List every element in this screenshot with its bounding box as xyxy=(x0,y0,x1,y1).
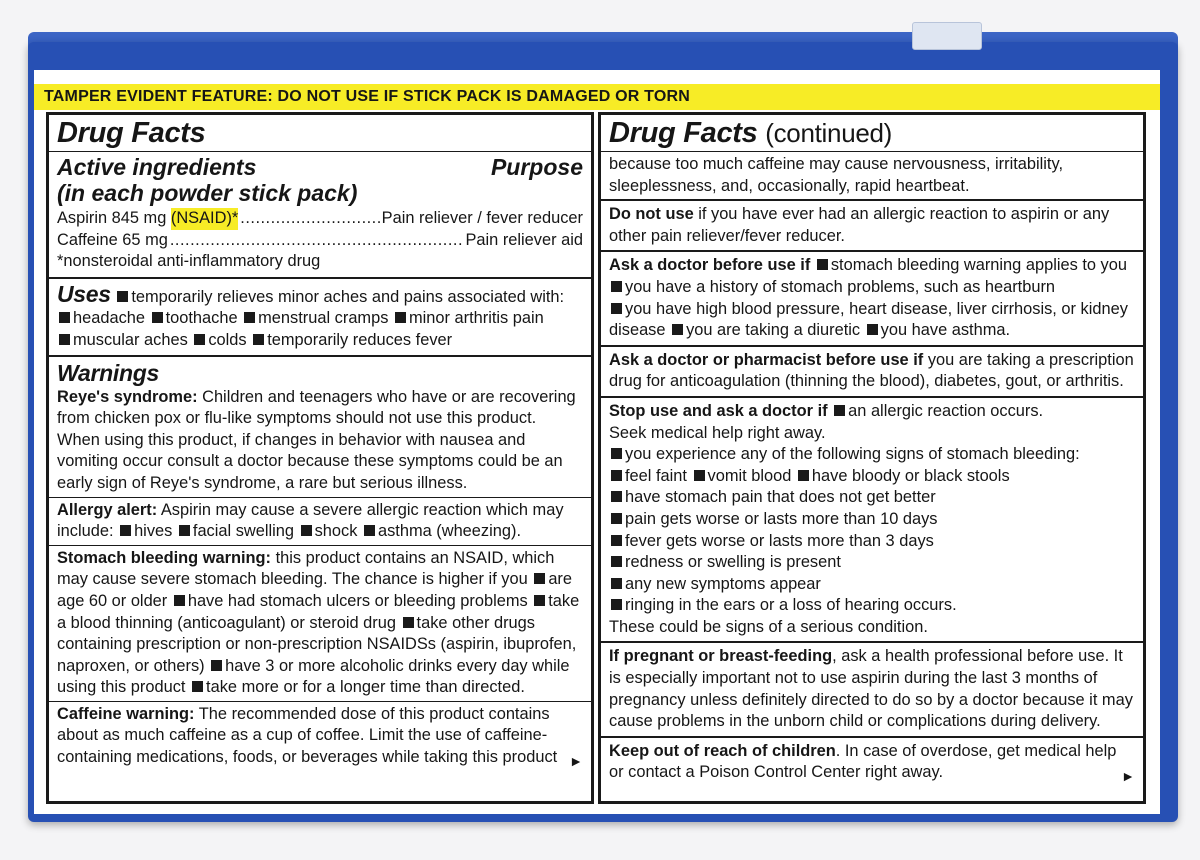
bullet-icon xyxy=(672,324,683,335)
do-not-use-section xyxy=(601,201,1143,252)
box-label-tab xyxy=(912,22,982,50)
bullet-icon xyxy=(364,525,375,536)
drug-facts-left-column xyxy=(46,112,594,804)
dot-leader xyxy=(240,208,379,230)
keep-out-label: Keep out of reach of children xyxy=(609,741,836,760)
bullet-icon xyxy=(798,470,809,481)
ingredient-purpose: Pain reliever / fever reducer xyxy=(381,209,583,227)
ask-pharmacist-section xyxy=(601,347,1143,398)
ingredient-row xyxy=(57,208,583,230)
stop-use-item: have stomach pain that does not get better xyxy=(625,488,936,507)
bullet-icon xyxy=(611,281,622,292)
use-item: headache xyxy=(73,309,146,328)
dot-leader xyxy=(170,230,464,252)
active-ingredients-subheading: (in each powder stick pack) xyxy=(57,180,358,206)
ask-pharmacist-label: Ask a doctor or pharmacist before use if xyxy=(609,350,924,369)
bullet-icon xyxy=(301,525,312,536)
stomach-item: take other drugs containing prescription or non-prescription NSAIDSs (aspirin, ibuprofen, naproxen, or others) xyxy=(57,613,577,675)
use-item: minor arthritis pain xyxy=(408,309,544,328)
ask-doctor-item: you have a history of stomach problems, such as heartburn xyxy=(625,277,1056,296)
uses-section xyxy=(49,279,591,357)
stomach-item: are age 60 or older xyxy=(57,570,573,610)
ingredient-name: Aspirin 845 mg xyxy=(57,209,167,227)
ingredient-row xyxy=(57,230,583,252)
bullet-icon xyxy=(611,491,622,502)
bleeding-sign: have bloody or black stools xyxy=(811,466,1010,485)
bullet-icon xyxy=(534,573,545,584)
bullet-icon xyxy=(611,599,622,610)
active-ingredients-section xyxy=(49,115,591,279)
ask-doctor-item: you have asthma. xyxy=(880,321,1011,340)
bullet-icon xyxy=(817,259,828,270)
use-item: temporarily reduces fever xyxy=(267,330,453,349)
stop-closing-text: These could be signs of a serious condition. xyxy=(609,617,928,636)
stomach-item: take a blood thinning (anticoagulant) or steroid drug xyxy=(57,591,580,632)
bleeding-sign: feel faint xyxy=(625,466,687,485)
bullet-icon xyxy=(179,525,190,536)
purpose-heading: Purpose xyxy=(490,154,583,180)
allergy-label: Allergy alert: xyxy=(57,500,158,519)
use-item: toothache xyxy=(165,309,238,328)
reyes-text: Children and teenagers who have or are recovering from chicken pox or flu-like symptoms should not use this product. When using this product, if changes in behavior with nausea and vomiting occur consult a doctor because these symptoms could be an early sign of Reye's syndrome, a rare but serious illness. xyxy=(57,387,576,492)
warnings-section xyxy=(49,357,591,771)
ask-doctor-label: Ask a doctor before use if xyxy=(609,256,811,275)
allergy-text: Aspirin may cause a severe allergic reaction which may include: xyxy=(57,500,564,541)
stop-use-label: Stop use and ask a doctor if xyxy=(609,401,828,420)
uses-intro: temporarily relieves minor aches and pains associated with: xyxy=(131,287,565,306)
reyes-label: Reye's syndrome: xyxy=(57,387,198,406)
bullet-icon xyxy=(611,556,622,567)
use-item: colds xyxy=(208,330,247,349)
keep-out-of-reach-section xyxy=(601,738,1143,787)
stomach-bleeding-warning xyxy=(57,546,583,701)
stop-use-section xyxy=(601,398,1143,644)
stop-use-item: redness or swelling is present xyxy=(625,553,841,572)
bullet-icon xyxy=(611,535,622,546)
continued-suffix: (continued) xyxy=(765,118,893,148)
do-not-use-label: Do not use xyxy=(609,205,694,224)
bleeding-sign: vomit blood xyxy=(707,466,792,485)
stop-use-item: fever gets worse or lasts more than 3 days xyxy=(625,531,934,550)
keep-out-text: . In case of overdose, get medical help or contact a Poison Control Center right away. xyxy=(609,741,1117,782)
allergy-item: shock xyxy=(314,522,358,541)
bullet-icon xyxy=(152,312,163,323)
continue-arrow-icon: ► xyxy=(569,753,583,770)
stop-bleeding-intro: you experience any of the following signs of stomach bleeding: xyxy=(625,445,1080,464)
bullet-icon xyxy=(611,448,622,459)
bullet-icon xyxy=(611,513,622,524)
caffeine-label: Caffeine warning: xyxy=(57,704,195,723)
stomach-item: have 3 or more alcoholic drinks every day while using this product xyxy=(57,656,570,697)
reyes-warning xyxy=(57,387,583,497)
use-item: menstrual cramps xyxy=(258,309,389,328)
bullet-icon xyxy=(253,334,264,345)
stop-use-item: pain gets worse or lasts more than 10 days xyxy=(625,509,938,528)
stop-use-item: any new symptoms appear xyxy=(625,574,821,593)
drug-facts-title: Drug Facts xyxy=(57,117,206,149)
bullet-icon xyxy=(395,312,406,323)
stomach-label: Stomach bleeding warning: xyxy=(57,548,272,567)
divider xyxy=(49,151,591,152)
bullet-icon xyxy=(403,617,414,628)
drug-facts-continued-title xyxy=(609,115,1135,151)
bullet-icon xyxy=(867,324,878,335)
bullet-icon xyxy=(192,681,203,692)
pregnancy-text: , ask a health professional before use. It is especially important not to use aspirin during the last 3 months of pregnancy unless definitely directed to do so by a doctor because it may cause problems in the unborn child or complications during delivery. xyxy=(609,647,1133,731)
ask-pharmacist-text: you are taking a prescription drug for anticoagulation (thinning the blood), diabetes, gout, or arthritis. xyxy=(609,350,1134,391)
active-ingredients-heading: Active ingredients xyxy=(57,154,257,180)
bullet-icon xyxy=(59,312,70,323)
ask-doctor-item: you are taking a diuretic xyxy=(686,321,861,340)
bullet-icon xyxy=(174,595,185,606)
bullet-icon xyxy=(244,312,255,323)
ask-doctor-item: you have high blood pressure, heart disease, liver cirrhosis, or kidney disease xyxy=(609,299,1128,340)
pregnancy-section xyxy=(601,643,1143,737)
allergy-item: hives xyxy=(134,522,173,541)
ingredient-highlight: (NSAID)* xyxy=(171,208,238,230)
bullet-icon xyxy=(611,470,622,481)
bullet-icon xyxy=(59,334,70,345)
caffeine-continued-text: because too much caffeine may cause nervousness, irritability, sleeplessness, and, occasionally, rapid heartbeat. xyxy=(609,155,1064,195)
allergy-alert xyxy=(57,498,583,545)
stomach-item: have had stomach ulcers or bleeding problems xyxy=(187,591,528,610)
drug-facts-title: Drug Facts xyxy=(609,117,758,149)
bullet-icon xyxy=(834,405,845,416)
bullet-icon xyxy=(194,334,205,345)
stomach-text: this product contains an NSAID, which may cause severe stomach bleeding. The chance is higher if you xyxy=(57,548,555,589)
bullet-icon xyxy=(117,291,128,302)
bullet-icon xyxy=(694,470,705,481)
stomach-item: take more or for a longer time than directed. xyxy=(206,678,525,697)
tamper-banner: TAMPER EVIDENT FEATURE: DO NOT USE IF STICK PACK IS DAMAGED OR TORN xyxy=(34,84,1160,110)
stop-use-item: ringing in the ears or a loss of hearing occurs. xyxy=(625,596,957,615)
stop-use-item: an allergic reaction occurs. xyxy=(848,401,1044,420)
ingredient-footnote: *nonsteroidal anti-inflammatory drug xyxy=(57,252,321,271)
ask-doctor-item: stomach bleeding warning applies to you xyxy=(830,256,1127,275)
continued-section xyxy=(601,115,1143,201)
drug-facts-right-column xyxy=(598,112,1146,804)
warnings-heading: Warnings xyxy=(57,359,159,386)
caffeine-warning xyxy=(57,702,583,771)
bullet-icon xyxy=(611,303,622,314)
caffeine-text: The recommended dose of this product contains about as much caffeine as a cup of coffee. Limit the use of caffeine-containing medications, foods, or beverages while taking this product xyxy=(57,704,558,767)
bullet-icon xyxy=(611,578,622,589)
bullet-icon xyxy=(120,525,131,536)
allergy-item: facial swelling xyxy=(192,522,295,541)
bullet-icon xyxy=(211,660,222,671)
ingredient-name: Caffeine 65 mg xyxy=(57,230,168,249)
stop-seek-text: Seek medical help right away. xyxy=(609,423,826,442)
continue-arrow-icon: ► xyxy=(1121,768,1135,785)
pregnancy-label: If pregnant or breast-feeding xyxy=(609,647,833,666)
bullet-icon xyxy=(534,595,545,606)
use-item: muscular aches xyxy=(73,330,188,349)
ask-doctor-section xyxy=(601,252,1143,346)
uses-heading: Uses xyxy=(57,280,111,307)
do-not-use-text: if you have ever had an allergic reaction to aspirin or any other pain reliever/fever reducer. xyxy=(609,205,1110,245)
allergy-item: asthma (wheezing). xyxy=(377,522,521,541)
ingredient-purpose: Pain reliever aid xyxy=(465,230,583,249)
